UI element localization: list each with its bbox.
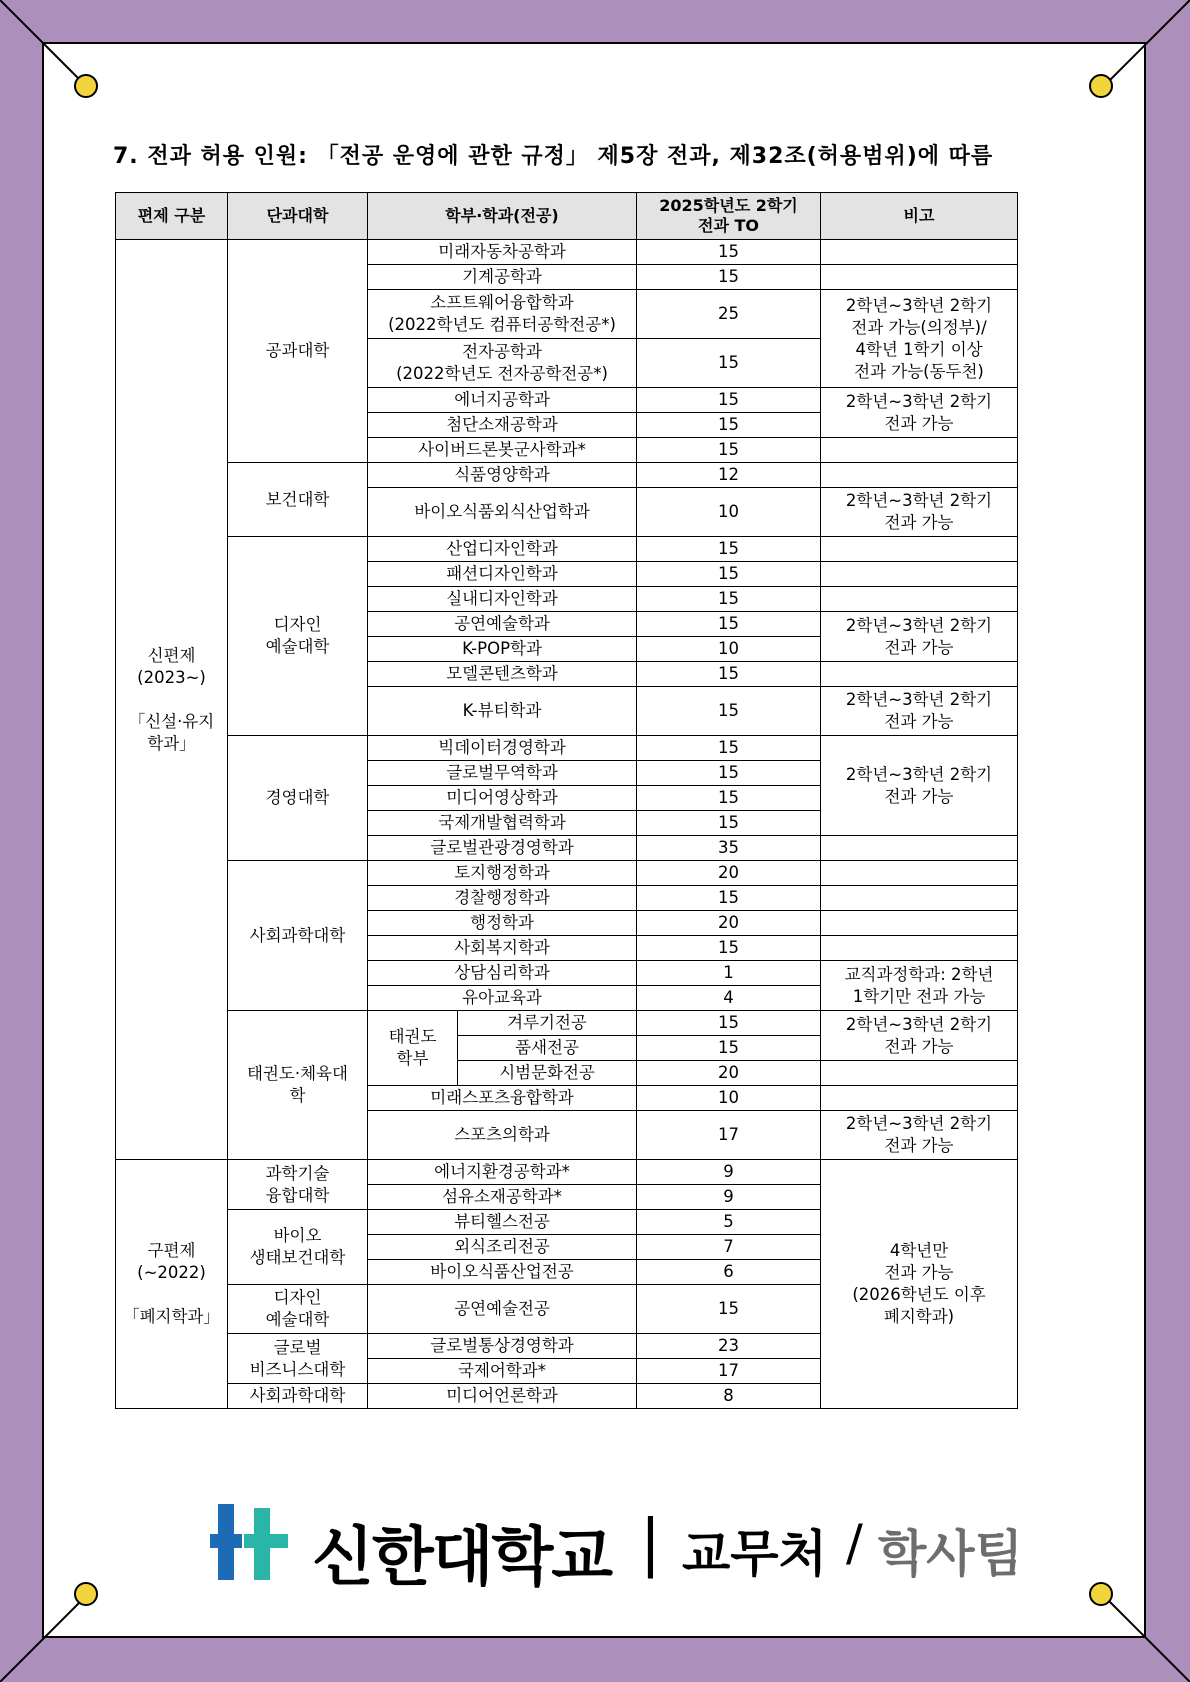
header-cell: 학부·학과(전공) — [368, 193, 637, 240]
quota-cell: 15 — [637, 811, 821, 836]
college-cell: 보건대학 — [228, 463, 368, 537]
page-title: 7. 전과 허용 인원: 「전공 운영에 관한 규정」 제5장 전과, 제32조(허용범위)에 따름 — [113, 144, 994, 169]
quota-cell: 15 — [637, 687, 821, 736]
department-cell: 겨루기전공 — [458, 1011, 637, 1036]
quota-cell: 8 — [637, 1384, 821, 1409]
quota-cell: 10 — [637, 488, 821, 537]
quota-cell: 17 — [637, 1359, 821, 1384]
department-cell: 소프트웨어융합학과 (2022학년도 컴퓨터공학전공*) — [368, 290, 637, 339]
department-cell: 섬유소재공학과* — [368, 1185, 637, 1210]
note-cell: 2학년~3학년 2학기 전과 가능 — [821, 488, 1018, 537]
college-cell: 글로벌 비즈니스대학 — [228, 1334, 368, 1384]
department-cell: 국제개발협력학과 — [368, 811, 637, 836]
department-cell: 상담심리학과 — [368, 961, 637, 986]
separator: | — [640, 1506, 661, 1579]
department-cell: 패션디자인학과 — [368, 562, 637, 587]
quota-cell: 9 — [637, 1160, 821, 1185]
department-cell: K-POP학과 — [368, 637, 637, 662]
quota-cell: 20 — [637, 1061, 821, 1086]
quota-cell: 15 — [637, 265, 821, 290]
note-cell — [821, 1086, 1018, 1111]
note-cell — [821, 1061, 1018, 1086]
header-cell: 편제 구분 — [116, 193, 228, 240]
department-cell: 공연예술전공 — [368, 1285, 637, 1334]
quota-cell: 15 — [637, 761, 821, 786]
note-cell: 2학년~3학년 2학기 전과 가능 — [821, 388, 1018, 438]
office-name: 교무처 — [682, 1525, 827, 1583]
college-cell: 디자인 예술대학 — [228, 537, 368, 736]
department-cell: 에너지공학과 — [368, 388, 637, 413]
department-cell: 공연예술학과 — [368, 612, 637, 637]
note-cell — [821, 836, 1018, 861]
transfer-quota-table — [115, 192, 1018, 1409]
department-cell: 식품영양학과 — [368, 463, 637, 488]
quota-cell: 12 — [637, 463, 821, 488]
department-cell: 유아교육과 — [368, 986, 637, 1011]
shinhan-university-logo-icon — [210, 1500, 292, 1584]
note-cell — [821, 662, 1018, 687]
department-cell: 글로벌관광경영학과 — [368, 836, 637, 861]
table-row — [116, 1160, 1018, 1185]
note-cell — [821, 587, 1018, 612]
note-cell — [821, 861, 1018, 886]
department-cell: 에너지환경공학과* — [368, 1160, 637, 1185]
note-cell: 2학년~3학년 2학기 전과 가능(의정부)/ 4학년 1학기 이상 전과 가능(동두천) — [821, 290, 1018, 388]
department-cell: 국제어학과* — [368, 1359, 637, 1384]
quota-cell: 15 — [637, 562, 821, 587]
quota-cell: 15 — [637, 1011, 821, 1036]
department-cell: 미디어영상학과 — [368, 786, 637, 811]
college-cell: 경영대학 — [228, 736, 368, 861]
quota-cell: 15 — [637, 339, 821, 388]
note-cell: 교직과정학과: 2학년 1학기만 전과 가능 — [821, 961, 1018, 1011]
header-cell: 단과대학 — [228, 193, 368, 240]
table-row — [116, 861, 1018, 886]
department-cell: 산업디자인학과 — [368, 537, 637, 562]
department-cell: 미래스포츠융합학과 — [368, 1086, 637, 1111]
quota-cell: 5 — [637, 1210, 821, 1235]
quota-cell: 7 — [637, 1235, 821, 1260]
department-cell: 경찰행정학과 — [368, 886, 637, 911]
division-cell: 태권도 학부 — [368, 1011, 458, 1086]
quota-cell: 35 — [637, 836, 821, 861]
quota-cell: 15 — [637, 736, 821, 761]
note-cell — [821, 240, 1018, 265]
department-cell: K-뷰티학과 — [368, 687, 637, 736]
table-header-row — [116, 193, 1018, 240]
curriculum-group-cell: 구편제 (~2022) 「폐지학과」 — [116, 1160, 228, 1409]
note-cell: 2학년~3학년 2학기 전과 가능 — [821, 687, 1018, 736]
college-cell: 태권도·체육대 학 — [228, 1011, 368, 1160]
quota-cell: 15 — [637, 587, 821, 612]
table-row — [116, 537, 1018, 562]
department-cell: 품새전공 — [458, 1036, 637, 1061]
note-cell — [821, 886, 1018, 911]
quota-cell: 15 — [637, 388, 821, 413]
quota-cell: 9 — [637, 1185, 821, 1210]
department-cell: 전자공학과 (2022학년도 전자공학전공*) — [368, 339, 637, 388]
note-cell: 2학년~3학년 2학기 전과 가능 — [821, 612, 1018, 662]
quota-cell: 15 — [637, 1036, 821, 1061]
note-cell — [821, 562, 1018, 587]
note-cell — [821, 537, 1018, 562]
quota-cell: 20 — [637, 911, 821, 936]
quota-cell: 20 — [637, 861, 821, 886]
department-cell: 글로벌무역학과 — [368, 761, 637, 786]
note-cell — [821, 463, 1018, 488]
quota-cell: 15 — [637, 413, 821, 438]
department-cell: 빅데이터경영학과 — [368, 736, 637, 761]
department-cell: 바이오식품외식산업학과 — [368, 488, 637, 537]
quota-cell: 6 — [637, 1260, 821, 1285]
quota-cell: 15 — [637, 240, 821, 265]
department-cell: 스포츠의학과 — [368, 1111, 637, 1160]
note-cell — [821, 911, 1018, 936]
department-cell: 사이버드론봇군사학과* — [368, 438, 637, 463]
note-cell: 2학년~3학년 2학기 전과 가능 — [821, 1111, 1018, 1160]
department-cell: 첨단소재공학과 — [368, 413, 637, 438]
department-cell: 외식조리전공 — [368, 1235, 637, 1260]
curriculum-group-cell: 신편제 (2023~) 「신설·유지 학과」 — [116, 240, 228, 1160]
college-cell: 디자인 예술대학 — [228, 1285, 368, 1334]
quota-cell: 10 — [637, 637, 821, 662]
note-cell — [821, 438, 1018, 463]
slash: / — [846, 1514, 863, 1572]
team-name: 학사팀 — [878, 1525, 1023, 1583]
quota-cell: 1 — [637, 961, 821, 986]
department-cell: 시범문화전공 — [458, 1061, 637, 1086]
table-row — [116, 1011, 1018, 1036]
department-cell: 사회복지학과 — [368, 936, 637, 961]
quota-cell: 15 — [637, 438, 821, 463]
quota-cell: 10 — [637, 1086, 821, 1111]
table-row — [116, 240, 1018, 265]
quota-cell: 15 — [637, 662, 821, 687]
department-cell: 미래자동차공학과 — [368, 240, 637, 265]
department-cell: 뷰티헬스전공 — [368, 1210, 637, 1235]
college-cell: 사회과학대학 — [228, 1384, 368, 1409]
table-row — [116, 736, 1018, 761]
quota-cell: 15 — [637, 1285, 821, 1334]
college-cell: 바이오 생태보건대학 — [228, 1210, 368, 1285]
quota-cell: 15 — [637, 786, 821, 811]
quota-cell: 25 — [637, 290, 821, 339]
college-cell: 공과대학 — [228, 240, 368, 463]
department-cell: 미디어언론학과 — [368, 1384, 637, 1409]
header-cell: 2025학년도 2학기 전과 TO — [637, 193, 821, 240]
quota-cell: 23 — [637, 1334, 821, 1359]
university-name: 신한대학교 — [312, 1521, 612, 1595]
college-cell: 과학기술 융합대학 — [228, 1160, 368, 1210]
note-cell: 2학년~3학년 2학기 전과 가능 — [821, 736, 1018, 836]
note-cell — [821, 265, 1018, 290]
department-cell: 모델콘텐츠학과 — [368, 662, 637, 687]
department-cell: 실내디자인학과 — [368, 587, 637, 612]
department-cell: 기계공학과 — [368, 265, 637, 290]
quota-cell: 15 — [637, 537, 821, 562]
table-row — [116, 463, 1018, 488]
quota-cell: 17 — [637, 1111, 821, 1160]
quota-cell: 15 — [637, 936, 821, 961]
department-cell: 글로벌통상경영학과 — [368, 1334, 637, 1359]
department-cell: 행정학과 — [368, 911, 637, 936]
quota-cell: 15 — [637, 886, 821, 911]
note-cell — [821, 936, 1018, 961]
college-cell: 사회과학대학 — [228, 861, 368, 1011]
quota-cell: 4 — [637, 986, 821, 1011]
department-cell: 바이오식품산업전공 — [368, 1260, 637, 1285]
department-cell: 토지행정학과 — [368, 861, 637, 886]
header-cell: 비고 — [821, 193, 1018, 240]
note-cell: 2학년~3학년 2학기 전과 가능 — [821, 1011, 1018, 1061]
quota-cell: 15 — [637, 612, 821, 637]
note-cell: 4학년만 전과 가능 (2026학년도 이후 폐지학과) — [821, 1160, 1018, 1409]
